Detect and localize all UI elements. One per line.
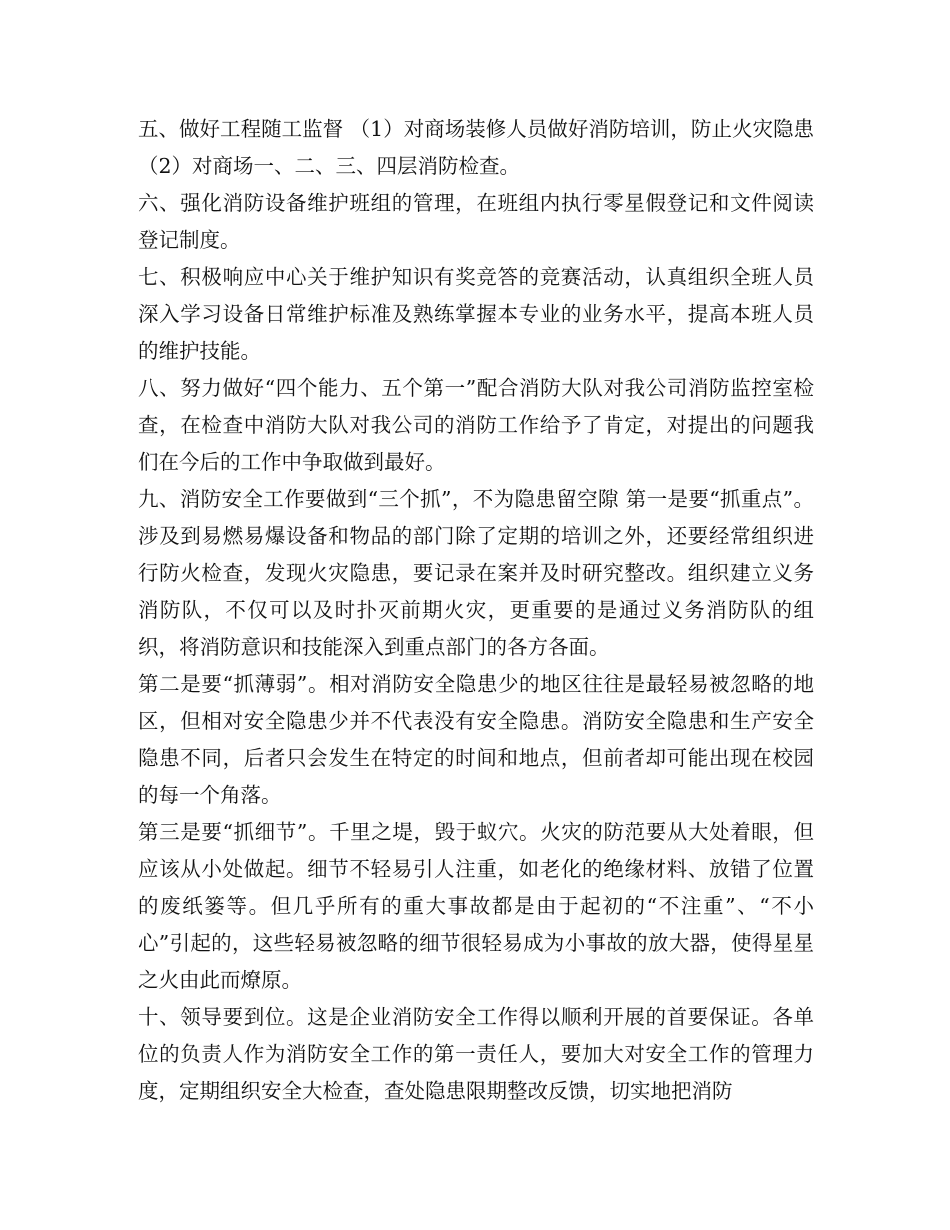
paragraph-item-9: 九、消防安全工作要做到“三个抓”，不为隐患留空隙 第一是要“抓重点”。涉及到易燃易爆设备和物品的部门除了定期的培训之外，还要经常组织进行防火检查，发现火灾隐患，要记录在案并及时研究整改。组织建立义务消防队，不仅可以及时扑灭前期火灾，更重要的是通过义务消防队的组织，将消防意识和技能深入到重点部门的各方各面。 (138, 487, 814, 659)
paragraph-second-point: 第二是要“抓薄弱”。相对消防安全隐患少的地区往往是最轻易被忽略的地区，但相对安全隐患少并不代表没有安全隐患。消防安全隐患和生产安全隐患不同，后者只会发生在特定的时间和地点，但前者却可能出现在校园的每一个角落。 (138, 672, 814, 807)
paragraph-third-point: 第三是要“抓细节”。千里之堤，毁于蚁穴。火灾的防范要从大处着眼，但应该从小处做起。细节不轻易引人注重，如老化的绝缘材料、放错了位置的废纸篓等。但几乎所有的重大事故都是由于起初的“不注重”、“不小心”引起的，这些轻易被忽略的细节很轻易成为小事故的放大器，使得星星之火由此而燎原。 (138, 820, 814, 992)
paragraph-item-10: 十、领导要到位。这是企业消防安全工作得以顺利开展的首要保证。各单位的负责人作为消防安全工作的第一责任人，要加大对安全工作的管理力度，定期组织安全大检查，查处隐患限期整改反馈，切实地把消防 (138, 1005, 814, 1103)
paragraph-item-6: 六、强化消防设备维护班组的管理，在班组内执行零星假登记和文件阅读登记制度。 (138, 191, 814, 252)
document-body (138, 111, 821, 1110)
paragraph-item-7: 七、积极响应中心关于维护知识有奖竞答的竞赛活动，认真组织全班人员深入学习设备日常维护标准及熟练掌握本专业的业务水平，提高本班人员的维护技能。 (138, 265, 814, 363)
paragraph-item-8: 八、努力做好“四个能力、五个第一”配合消防大队对我公司消防监控室检查，在检查中消防大队对我公司的消防工作给予了肯定，对提出的问题我们在今后的工作中争取做到最好。 (138, 376, 814, 474)
paragraph-item-5: 五、做好工程随工监督 （1）对商场装修人员做好消防培训，防止火灾隐患 （2）对商场一、二、三、四层消防检查。 (138, 117, 821, 178)
